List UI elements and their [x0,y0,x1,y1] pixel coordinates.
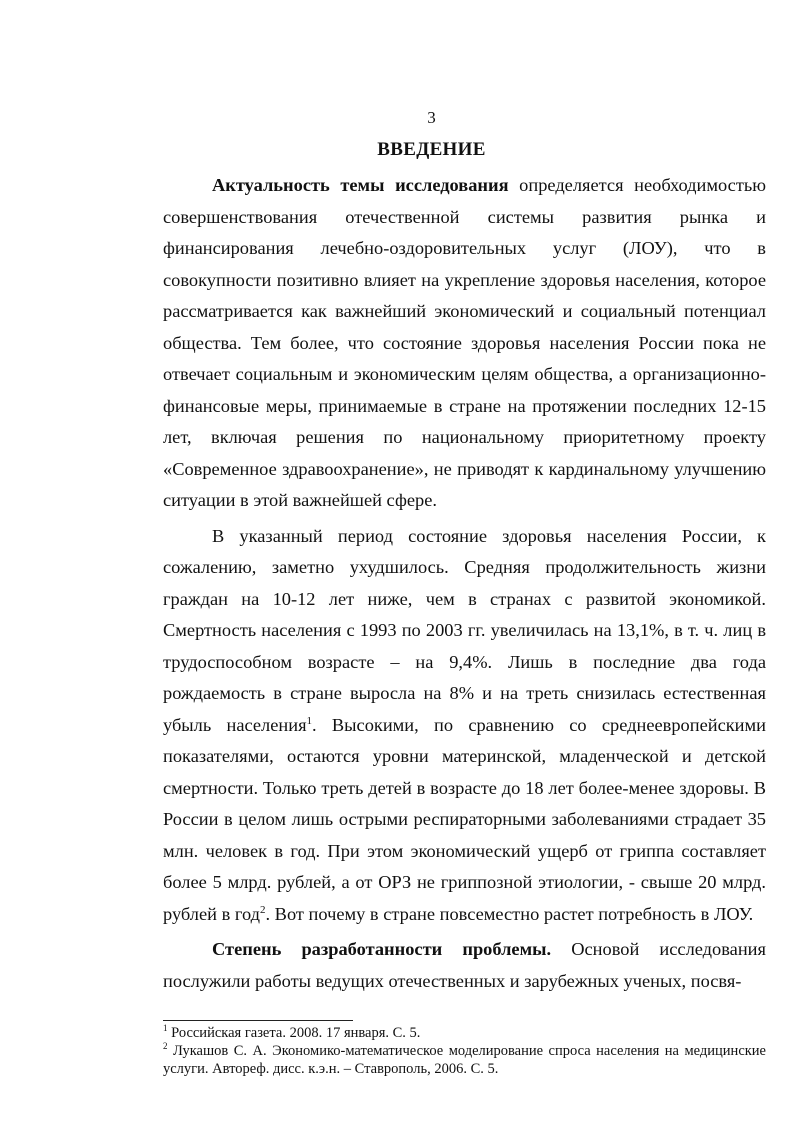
paragraph-problem-lead: Степень разработанности проблемы. [212,939,552,959]
footnote-2-mark: 2 [163,1041,168,1052]
paragraph-health-text-b: . Высокими, по сравнению со среднеевропейскими показателями, остаются уровни материнской, младенческой и детской смертности. Только треть детей в возрасте до 18 лет более-менее здоровы. В России в целом лишь острыми респираторными заболеваниями страдает 35 млн. человек в год. При этом экономический ущерб от гриппа составляет более 5 млрд. рублей, а от ОРЗ не гриппозной этиологии, - свыше 20 млрд. рублей в год [163,714,766,924]
footnote-1-text: Российская газета. 2008. 17 января. С. 5. [167,1025,421,1041]
paragraph-problem-development [163,934,766,997]
footnote-ref-1: 1 [306,714,313,727]
body-text [163,170,766,997]
footnote-divider [163,1020,353,1021]
section-title: ВВЕДЕНИЕ [377,139,486,160]
footnotes [163,1024,766,1078]
paragraph-health-text-a: В указанный период состояние здоровья населения России, к сожалению, заметно ухудшилось. Средняя продолжительность жизни граждан на 10-12 лет ниже, чем в странах с развитой экономикой. Смертность населения с 1993 по 2003 гг. увеличилась на 13,1%, в т. ч. лиц в трудоспособном возрасте – на 9,4%. Лишь в последние два года рождаемость в стране выросла на 8% и на треть снизилась естественная убыль населения [163,525,766,735]
paragraph-health-text-c: . Вот почему в стране повсеместно растет потребность в ЛОУ. [265,903,754,924]
footnote-2-text: Лукашов С. А. Экономико-математическое моделирование спроса населения на медицинские услуги. Автореф. дисс. к.э.н. – Ставрополь, 2006. С. 5. [163,1043,766,1077]
footnote-ref-2: 2 [259,903,266,916]
footnote-2 [163,1042,766,1078]
footnote-1 [163,1024,766,1042]
paragraph-relevance-text: определяется необходимостью совершенствования отечественной системы развития рынка и финансирования лечебно-оздоровительных услуг (ЛОУ), что в совокупности позитивно влияет на укрепление здоровья населения, которое рассматривается как важнейший экономический и социальный потенциал общества. Тем более, что состояние здоровья населения России пока не отвечает социальным и экономическим целям общества, а организационно-финансовые меры, принимаемые в стране на протяжении последних 12-15 лет, включая решения по национальному приоритетному проекту «Современное здравоохранение», не приводят к кардинальному улучшению ситуации в этой важнейшей сфере. [163,175,766,510]
paragraph-health-status [163,521,766,931]
paragraph-relevance [163,170,766,517]
page-number: 3 [427,108,436,127]
footnote-1-mark: 1 [163,1023,168,1034]
paragraph-relevance-lead: Актуальность темы исследования [212,175,509,195]
paragraph-problem-text: Основой исследования послужили работы ведущих отечественных и зарубежных ученых, посвя- [163,939,766,991]
